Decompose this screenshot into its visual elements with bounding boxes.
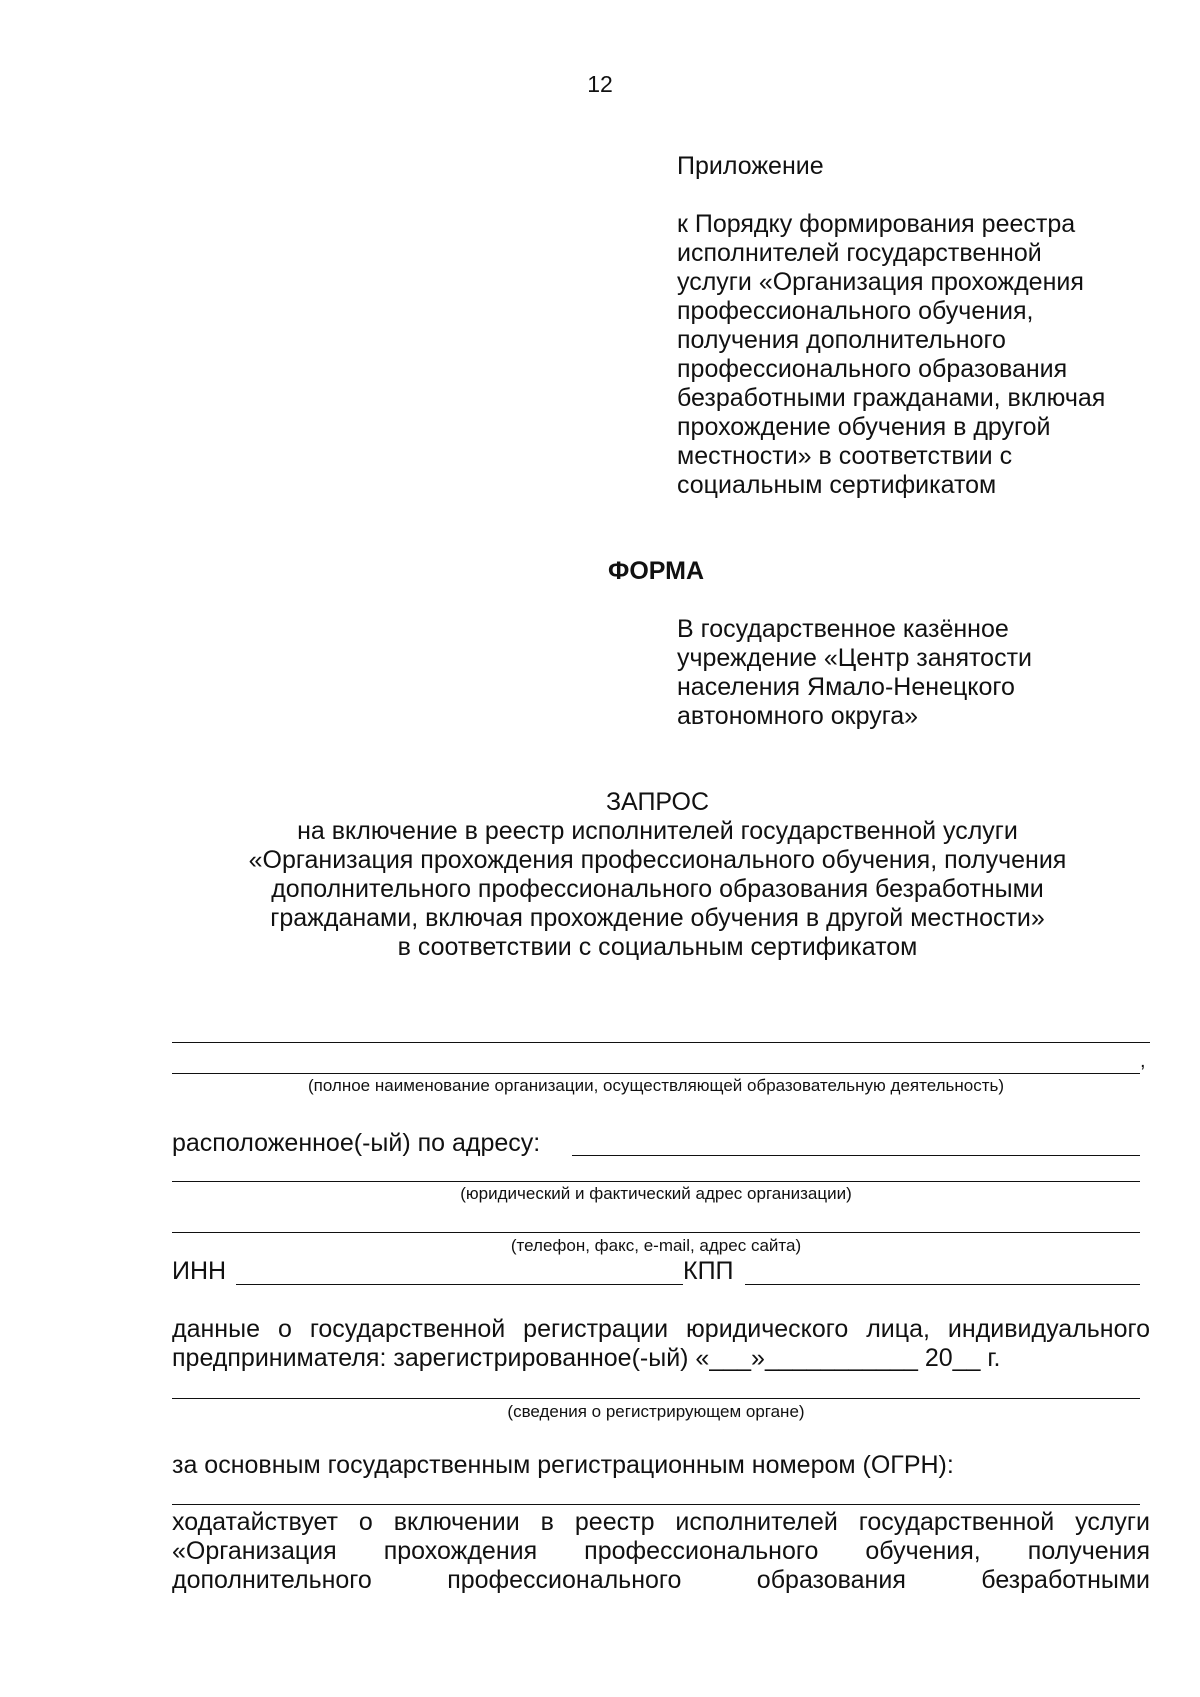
org-name-line-2[interactable] (172, 1073, 1140, 1074)
inn-label: ИНН (172, 1257, 227, 1285)
appendix-line: к Порядку формирования реестра (677, 210, 1076, 238)
registrar-caption: (сведения о регистрирующем органе) (507, 1402, 805, 1421)
registrar-line[interactable] (172, 1398, 1140, 1399)
request-line: на включение в реестр исполнителей государственной услуги (297, 817, 1018, 845)
ogrn-label: за основным государственным регистрационным номером (ОГРН): (172, 1451, 954, 1479)
addressee-line: учреждение «Центр занятости (677, 644, 1032, 672)
address-label: расположенное(-ый) по адресу: (172, 1129, 541, 1157)
appendix-line: местности» в соответствии с (677, 442, 1013, 470)
appendix-line: профессионального обучения, (677, 297, 1034, 325)
appendix-line: услуги «Организация прохождения (677, 268, 1084, 296)
org-name-line-1[interactable] (172, 1042, 1150, 1043)
addressee-line: населения Ямало-Ненецкого (677, 673, 1015, 701)
contacts-caption: (телефон, факс, e-mail, адрес сайта) (510, 1236, 802, 1255)
petition-line: дополнительного профессионального образования безработными (172, 1566, 1150, 1594)
registration-text-1: данные о государственной регистрации юридического лица, индивидуального (172, 1315, 1150, 1343)
addressee (677, 615, 1137, 731)
contacts-line[interactable] (172, 1232, 1140, 1233)
address-line-2[interactable] (172, 1181, 1140, 1182)
form-label: ФОРМА (608, 557, 705, 585)
org-name-caption: (полное наименование организации, осуществляющей образовательную деятельность) (307, 1076, 1005, 1095)
petition-line: ходатайствует о включении в реестр исполнителей государственной услуги (172, 1508, 1150, 1536)
appendix-line: социальным сертификатом (677, 471, 997, 499)
kpp-label: КПП (683, 1257, 734, 1285)
appendix-line: профессионального образования (677, 355, 1068, 383)
request-line: в соответствии с социальным сертификатом (397, 933, 918, 961)
appendix-line: исполнителей государственной (677, 239, 1042, 267)
inn-input-line[interactable] (236, 1284, 683, 1285)
ogrn-line[interactable] (172, 1504, 1140, 1505)
addressee-line: автономного округа» (677, 702, 919, 730)
request-line: «Организация прохождения профессионального обучения, получения (248, 846, 1067, 874)
request-line: гражданами, включая прохождение обучения в другой местности» (270, 904, 1045, 932)
org-name-comma: , (1140, 1050, 1146, 1072)
petition-text (172, 1508, 1150, 1595)
appendix-text (677, 210, 1157, 500)
appendix-title: Приложение (677, 152, 824, 180)
addressee-line: В государственное казённое (677, 615, 1009, 643)
page-number: 12 (587, 71, 613, 97)
petition-line: «Организация прохождения профессионального обучения, получения (172, 1537, 1150, 1565)
kpp-input-line[interactable] (745, 1284, 1140, 1285)
registration-text-2: предпринимателя: зарегистрированное(-ый) «___»___________ 20__ г. (172, 1344, 1001, 1372)
request-line: дополнительного профессионального образования безработными (271, 875, 1044, 903)
appendix-line: прохождение обучения в другой (677, 413, 1051, 441)
address-caption: (юридический и фактический адрес организации) (460, 1184, 852, 1203)
request-heading (170, 788, 1145, 962)
appendix-line: получения дополнительного (677, 326, 1006, 354)
request-title: ЗАПРОС (605, 788, 710, 816)
appendix-line: безработными гражданами, включая (677, 384, 1106, 412)
address-input-line[interactable] (572, 1155, 1140, 1156)
